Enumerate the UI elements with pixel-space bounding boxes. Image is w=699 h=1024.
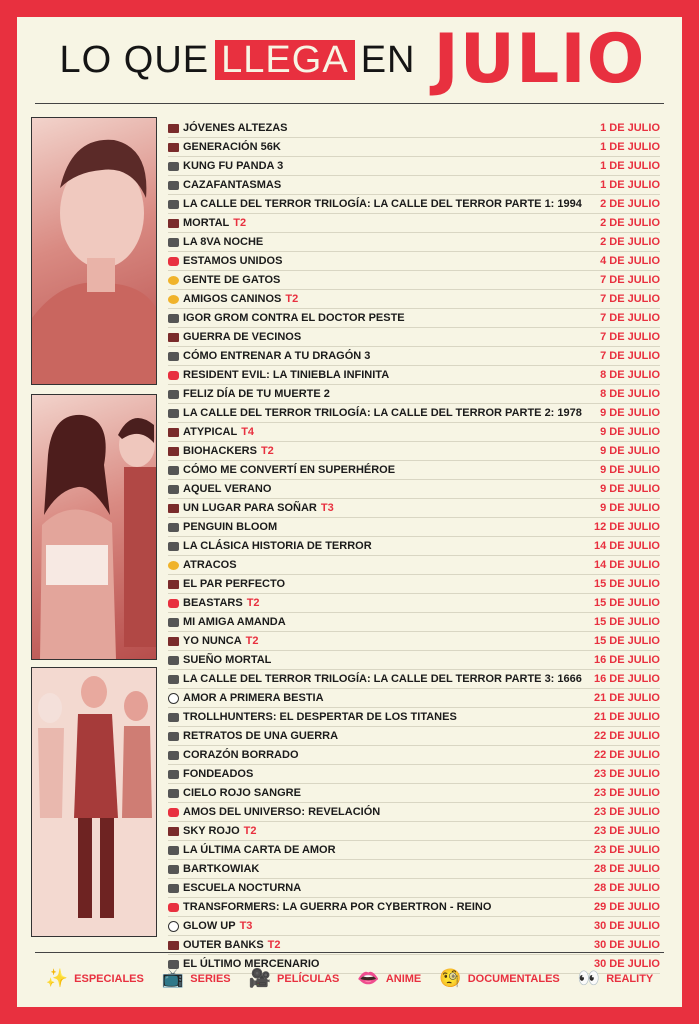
release-date: 2 DE JULIO — [600, 198, 660, 210]
release-title: LA CALLE DEL TERROR TRILOGÍA: LA CALLE DEL TERROR PARTE 3: 1666 — [183, 673, 582, 685]
release-date: 1 DE JULIO — [600, 141, 660, 153]
list-item — [168, 157, 660, 176]
legend-item — [249, 970, 340, 988]
release-title: GUERRA DE VECINOS — [183, 331, 302, 343]
list-item — [168, 784, 660, 803]
release-title: PENGUIN BLOOM — [183, 521, 278, 533]
anime-icon — [168, 371, 179, 380]
pelicula-icon — [168, 409, 179, 418]
list-item — [168, 803, 660, 822]
release-date: 12 DE JULIO — [593, 521, 660, 533]
release-date: 23 DE JULIO — [593, 806, 660, 818]
list-item — [168, 176, 660, 195]
header-divider — [35, 103, 664, 104]
release-date: 8 DE JULIO — [600, 369, 660, 381]
pelicula-icon — [168, 675, 179, 684]
release-title: IGOR GROM CONTRA EL DOCTOR PESTE — [183, 312, 405, 324]
list-item — [168, 290, 660, 309]
pelicula-icon — [168, 618, 179, 627]
reality-icon — [168, 921, 179, 932]
footer-divider — [35, 952, 664, 953]
pelicula-icon — [168, 238, 179, 247]
release-date: 16 DE JULIO — [593, 654, 660, 666]
list-item — [168, 442, 660, 461]
release-date: 2 DE JULIO — [600, 217, 660, 229]
release-title: TROLLHUNTERS: EL DESPERTAR DE LOS TITANES — [183, 711, 457, 723]
release-title: SKY ROJO — [183, 825, 240, 837]
release-date: 16 DE JULIO — [593, 673, 660, 685]
legend-label: SERIES — [190, 973, 231, 985]
release-title: RESIDENT EVIL: LA TINIEBLA INFINITA — [183, 369, 390, 381]
release-title: LA CALLE DEL TERROR TRILOGÍA: LA CALLE DEL TERROR PARTE 1: 1994 — [183, 198, 582, 210]
legend-label: PELÍCULAS — [277, 973, 340, 985]
series-icon — [168, 428, 179, 437]
legend — [17, 962, 682, 996]
list-item — [168, 860, 660, 879]
release-date: 7 DE JULIO — [600, 293, 660, 305]
list-item — [168, 480, 660, 499]
list-item — [168, 879, 660, 898]
release-title: CAZAFANTASMAS — [183, 179, 282, 191]
eyes-icon: 👀 — [577, 968, 601, 989]
poster — [17, 17, 682, 1007]
release-title: LA ÚLTIMA CARTA DE AMOR — [183, 844, 336, 856]
list-item — [168, 651, 660, 670]
portrait-illustration — [32, 118, 156, 384]
season-badge: T2 — [285, 293, 299, 305]
release-date: 23 DE JULIO — [593, 844, 660, 856]
legend-item — [357, 970, 421, 988]
release-date: 9 DE JULIO — [600, 502, 660, 514]
pelicula-icon — [168, 162, 179, 171]
list-item — [168, 689, 660, 708]
release-date: 28 DE JULIO — [593, 863, 660, 875]
release-title: ATYPICAL — [183, 426, 238, 438]
legend-item — [439, 970, 560, 988]
title-month: JULIO — [433, 20, 646, 99]
series-icon — [168, 124, 179, 133]
release-date: 7 DE JULIO — [600, 312, 660, 324]
list-item — [168, 765, 660, 784]
list-item — [168, 233, 660, 252]
release-date: 1 DE JULIO — [600, 179, 660, 191]
release-title: CÓMO ME CONVERTÍ EN SUPERHÉROE — [183, 464, 396, 476]
list-item — [168, 309, 660, 328]
pelicula-icon — [168, 466, 179, 475]
group-illustration — [32, 668, 156, 936]
pelicula-icon — [168, 390, 179, 399]
release-date: 2 DE JULIO — [600, 236, 660, 248]
list-item — [168, 423, 660, 442]
list-item — [168, 917, 660, 936]
season-badge: T2 — [243, 825, 257, 837]
list-item — [168, 670, 660, 689]
list-item — [168, 594, 660, 613]
release-date: 15 DE JULIO — [593, 597, 660, 609]
release-title: BEASTARS — [183, 597, 243, 609]
list-item — [168, 119, 660, 138]
list-item — [168, 252, 660, 271]
list-item — [168, 138, 660, 157]
pelicula-icon — [168, 200, 179, 209]
season-badge: T2 — [267, 939, 281, 951]
release-title: FONDEADOS — [183, 768, 254, 780]
photo-duo — [31, 394, 157, 660]
release-date: 28 DE JULIO — [593, 882, 660, 894]
season-badge: T2 — [245, 635, 259, 647]
list-item — [168, 404, 660, 423]
release-title: GENERACIÓN 56K — [183, 141, 281, 153]
sparkles-icon: ✨ — [45, 968, 69, 989]
release-date: 30 DE JULIO — [593, 958, 660, 970]
release-date: 14 DE JULIO — [593, 559, 660, 571]
release-title: EL ÚLTIMO MERCENARIO — [183, 958, 320, 970]
pelicula-icon — [168, 884, 179, 893]
release-date: 15 DE JULIO — [593, 616, 660, 628]
release-title: RETRATOS DE UNA GUERRA — [183, 730, 339, 742]
legend-label: REALITY — [606, 973, 654, 985]
release-title: KUNG FU PANDA 3 — [183, 160, 284, 172]
series-icon — [168, 143, 179, 152]
release-title: ESCUELA NOCTURNA — [183, 882, 302, 894]
release-title: JÓVENES ALTEZAS — [183, 122, 288, 134]
list-item — [168, 537, 660, 556]
series-icon — [168, 504, 179, 513]
series-icon — [168, 447, 179, 456]
anime-icon — [168, 903, 179, 912]
documental-icon — [168, 276, 179, 285]
release-date: 30 DE JULIO — [593, 939, 660, 951]
list-item — [168, 632, 660, 651]
legend-label: DOCUMENTALES — [467, 973, 560, 985]
release-title: SUEÑO MORTAL — [183, 654, 272, 666]
release-date: 7 DE JULIO — [600, 350, 660, 362]
tv-icon: 📺 — [161, 968, 185, 989]
series-icon — [168, 219, 179, 228]
list-item — [168, 518, 660, 537]
title-part-llega: LLEGA — [215, 40, 355, 80]
season-badge: T2 — [260, 445, 274, 457]
monocle-face-icon: 🧐 — [439, 968, 462, 989]
documental-icon — [168, 295, 179, 304]
list-item — [168, 841, 660, 860]
release-title: LA CALLE DEL TERROR TRILOGÍA: LA CALLE DEL TERROR PARTE 2: 1978 — [183, 407, 582, 419]
release-title: CIELO ROJO SANGRE — [183, 787, 301, 799]
series-icon — [168, 827, 179, 836]
release-title: MORTAL — [183, 217, 230, 229]
list-item — [168, 708, 660, 727]
list-item — [168, 556, 660, 575]
pelicula-icon — [168, 713, 179, 722]
release-title: EL PAR PERFECTO — [183, 578, 286, 590]
release-list — [168, 119, 660, 974]
release-date: 23 DE JULIO — [593, 768, 660, 780]
pelicula-icon — [168, 656, 179, 665]
release-title: ESTAMOS UNIDOS — [183, 255, 283, 267]
list-item — [168, 746, 660, 765]
pelicula-icon — [168, 770, 179, 779]
release-title: ATRACOS — [183, 559, 237, 571]
legend-item — [46, 970, 144, 988]
legend-label: ESPECIALES — [74, 973, 144, 985]
pelicula-icon — [168, 751, 179, 760]
release-title: AMIGOS CANINOS — [183, 293, 282, 305]
list-item — [168, 271, 660, 290]
release-date: 15 DE JULIO — [593, 635, 660, 647]
release-title: OUTER BANKS — [183, 939, 264, 951]
release-title: UN LUGAR PARA SOÑAR — [183, 502, 317, 514]
release-title: TRANSFORMERS: LA GUERRA POR CYBERTRON - REINO — [183, 901, 492, 913]
season-badge: T3 — [239, 920, 253, 932]
release-date: 23 DE JULIO — [593, 825, 660, 837]
pelicula-icon — [168, 865, 179, 874]
release-date: 22 DE JULIO — [593, 749, 660, 761]
release-title: AMOS DEL UNIVERSO: REVELACIÓN — [183, 806, 381, 818]
release-title: YO NUNCA — [183, 635, 242, 647]
photo-group — [31, 667, 157, 937]
release-date: 23 DE JULIO — [593, 787, 660, 799]
release-date: 9 DE JULIO — [600, 445, 660, 457]
list-item — [168, 898, 660, 917]
photo-series-portrait — [31, 117, 157, 385]
pelicula-icon — [168, 314, 179, 323]
list-item — [168, 499, 660, 518]
pelicula-icon — [168, 485, 179, 494]
duo-illustration — [32, 395, 156, 659]
release-date: 9 DE JULIO — [600, 407, 660, 419]
legend-item — [578, 970, 653, 988]
reality-icon — [168, 693, 179, 704]
release-title: MI AMIGA AMANDA — [183, 616, 286, 628]
release-date: 22 DE JULIO — [593, 730, 660, 742]
series-icon — [168, 333, 179, 342]
list-item — [168, 347, 660, 366]
list-item — [168, 366, 660, 385]
series-icon — [168, 580, 179, 589]
list-item — [168, 822, 660, 841]
release-title: GLOW UP — [183, 920, 236, 932]
pelicula-icon — [168, 542, 179, 551]
list-item — [168, 613, 660, 632]
release-title: BARTKOWIAK — [183, 863, 260, 875]
season-badge: T3 — [320, 502, 334, 514]
release-date: 1 DE JULIO — [600, 160, 660, 172]
pelicula-icon — [168, 789, 179, 798]
release-title: FELIZ DÍA DE TU MUERTE 2 — [183, 388, 330, 400]
pelicula-icon — [168, 523, 179, 532]
series-icon — [168, 941, 179, 950]
anime-icon — [168, 257, 179, 266]
release-date: 21 DE JULIO — [593, 711, 660, 723]
release-title: GENTE DE GATOS — [183, 274, 281, 286]
list-item — [168, 385, 660, 404]
release-title: AMOR A PRIMERA BESTIA — [183, 692, 324, 704]
release-date: 9 DE JULIO — [600, 464, 660, 476]
season-badge: T2 — [246, 597, 260, 609]
pelicula-icon — [168, 846, 179, 855]
release-date: 14 DE JULIO — [593, 540, 660, 552]
release-date: 7 DE JULIO — [600, 274, 660, 286]
legend-label: ANIME — [385, 973, 422, 985]
release-date: 21 DE JULIO — [593, 692, 660, 704]
title-part-lo-que: LO QUE — [59, 38, 210, 81]
release-date: 1 DE JULIO — [600, 122, 660, 134]
list-item — [168, 195, 660, 214]
release-title: BIOHACKERS — [183, 445, 257, 457]
pelicula-icon — [168, 181, 179, 190]
season-badge: T4 — [241, 426, 255, 438]
release-date: 4 DE JULIO — [600, 255, 660, 267]
release-date: 9 DE JULIO — [600, 483, 660, 495]
pelicula-icon — [168, 732, 179, 741]
release-title: LA 8VA NOCHE — [183, 236, 264, 248]
page-title — [17, 17, 682, 103]
pelicula-icon — [168, 352, 179, 361]
release-date: 7 DE JULIO — [600, 331, 660, 343]
release-title: AQUEL VERANO — [183, 483, 272, 495]
documental-icon — [168, 561, 179, 570]
release-title: CÓMO ENTRENAR A TU DRAGÓN 3 — [183, 350, 371, 362]
anime-icon — [168, 599, 179, 608]
list-item — [168, 575, 660, 594]
season-badge: T2 — [233, 217, 247, 229]
release-title: CORAZÓN BORRADO — [183, 749, 299, 761]
series-icon — [168, 637, 179, 646]
movie-camera-icon: 🎥 — [248, 968, 272, 989]
title-part-en: EN — [360, 38, 416, 81]
release-date: 15 DE JULIO — [593, 578, 660, 590]
release-date: 9 DE JULIO — [600, 426, 660, 438]
anime-icon — [168, 808, 179, 817]
release-title: LA CLÁSICA HISTORIA DE TERROR — [183, 540, 372, 552]
list-item — [168, 328, 660, 347]
release-date: 29 DE JULIO — [593, 901, 660, 913]
release-date: 30 DE JULIO — [593, 920, 660, 932]
release-date: 8 DE JULIO — [600, 388, 660, 400]
anime-mouth-icon: 👄 — [357, 968, 380, 989]
list-item — [168, 461, 660, 480]
legend-item — [162, 970, 231, 988]
list-item — [168, 727, 660, 746]
list-item — [168, 214, 660, 233]
